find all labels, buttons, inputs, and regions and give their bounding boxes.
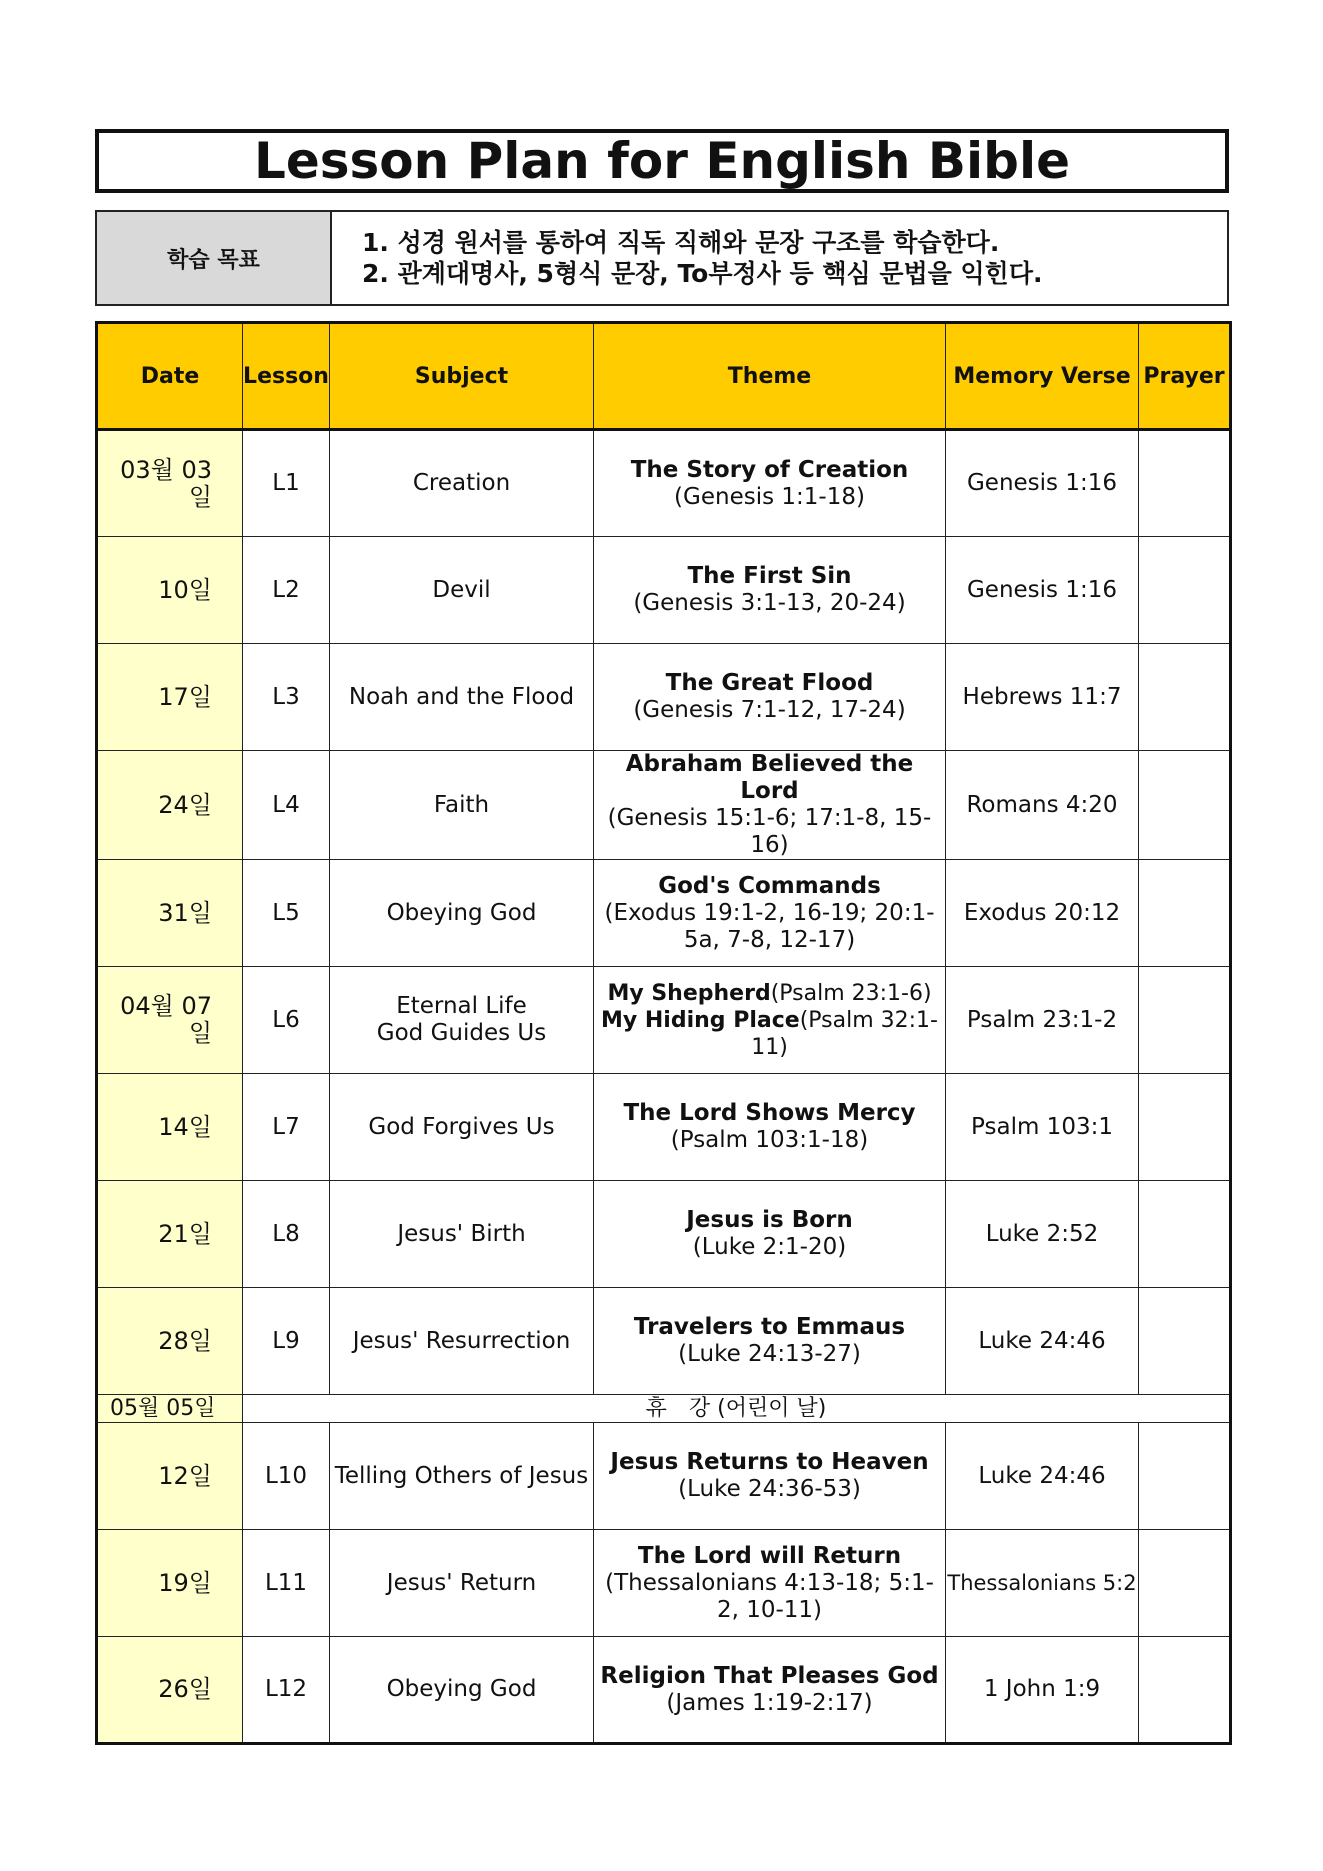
subject-cell: Jesus' Return bbox=[330, 1530, 594, 1637]
header-memory-verse: Memory Verse bbox=[946, 323, 1139, 430]
theme-title: Religion That Pleases God bbox=[600, 1662, 939, 1689]
date-cell: 24일 bbox=[97, 751, 243, 860]
date-cell: 31일 bbox=[97, 860, 243, 967]
table-row bbox=[97, 751, 1231, 860]
theme-cell bbox=[594, 644, 946, 751]
lesson-plan-table bbox=[95, 321, 1232, 1745]
lesson-cell: L4 bbox=[243, 751, 330, 860]
prayer-cell bbox=[1139, 537, 1231, 644]
theme-title: The Story of Creation bbox=[630, 456, 909, 483]
page-title: Lesson Plan for English Bible bbox=[95, 129, 1229, 193]
header-theme: Theme bbox=[594, 323, 946, 430]
theme-cell bbox=[594, 1074, 946, 1181]
theme-reference: (Genesis 1:1-18) bbox=[674, 483, 865, 510]
subject-cell: Obeying God bbox=[330, 860, 594, 967]
theme-line bbox=[594, 1007, 945, 1061]
header-date: Date bbox=[97, 323, 243, 430]
prayer-cell bbox=[1139, 751, 1231, 860]
memory-verse-cell: Exodus 20:12 bbox=[946, 860, 1139, 967]
theme-cell bbox=[594, 1423, 946, 1530]
subject-cell: Noah and the Flood bbox=[330, 644, 594, 751]
table-row bbox=[97, 644, 1231, 751]
memory-verse-cell: Romans 4:20 bbox=[946, 751, 1139, 860]
theme-title: The Lord will Return bbox=[637, 1542, 902, 1569]
subject-cell: Telling Others of Jesus bbox=[330, 1423, 594, 1530]
theme-title: The Lord Shows Mercy bbox=[623, 1100, 916, 1126]
theme-reference: (Luke 2:1-20) bbox=[692, 1234, 847, 1260]
memory-verse-cell: Luke 2:52 bbox=[946, 1181, 1139, 1288]
table-row bbox=[97, 1423, 1231, 1530]
lesson-cell: L5 bbox=[243, 860, 330, 967]
theme-cell bbox=[594, 967, 946, 1074]
theme-title: Jesus Returns to Heaven bbox=[610, 1449, 929, 1475]
memory-verse-cell: Genesis 1:16 bbox=[946, 430, 1139, 537]
header-subject: Subject bbox=[330, 323, 594, 430]
date-cell: 10일 bbox=[97, 537, 243, 644]
table-row bbox=[97, 430, 1231, 537]
lesson-cell: L12 bbox=[243, 1637, 330, 1744]
memory-verse-cell: Genesis 1:16 bbox=[946, 537, 1139, 644]
header-lesson: Lesson bbox=[243, 323, 330, 430]
prayer-cell bbox=[1139, 967, 1231, 1074]
lesson-cell: L11 bbox=[243, 1530, 330, 1637]
date-cell: 28일 bbox=[97, 1288, 243, 1395]
date-cell: 26일 bbox=[97, 1637, 243, 1744]
theme-title: Travelers to Emmaus bbox=[633, 1314, 906, 1340]
subject-cell: Jesus' Resurrection bbox=[330, 1288, 594, 1395]
table-row bbox=[97, 1637, 1231, 1744]
date-cell: 21일 bbox=[97, 1181, 243, 1288]
lesson-cell: L8 bbox=[243, 1181, 330, 1288]
prayer-cell bbox=[1139, 430, 1231, 537]
theme-cell bbox=[594, 1637, 946, 1744]
theme-title: Jesus is Born bbox=[686, 1207, 853, 1233]
memory-verse-cell: Psalm 103:1 bbox=[946, 1074, 1139, 1181]
date-cell: 04월 07일 bbox=[97, 967, 243, 1074]
theme-reference: (Genesis 15:1-6; 17:1-8, 15-16) bbox=[607, 805, 932, 858]
subject-cell: Devil bbox=[330, 537, 594, 644]
theme-cell bbox=[594, 751, 946, 860]
lesson-cell: L6 bbox=[243, 967, 330, 1074]
theme-cell bbox=[594, 430, 946, 537]
subject-cell bbox=[330, 967, 594, 1074]
theme-reference: (Genesis 7:1-12, 17-24) bbox=[633, 697, 906, 723]
date-cell: 14일 bbox=[97, 1074, 243, 1181]
theme-title: My Hiding Place bbox=[601, 1007, 800, 1033]
subject-line: Eternal Life bbox=[396, 993, 527, 1019]
theme-title: The First Sin bbox=[687, 563, 852, 589]
table-row bbox=[97, 860, 1231, 967]
theme-title: Abraham Believed the Lord bbox=[625, 751, 914, 804]
theme-title: God's Commands bbox=[658, 872, 881, 899]
goal-line-1: 1. 성경 원서를 통하여 직독 직해와 문장 구조를 학습한다. bbox=[362, 228, 1000, 257]
lesson-cell: L9 bbox=[243, 1288, 330, 1395]
prayer-cell bbox=[1139, 644, 1231, 751]
theme-reference: (Psalm 103:1-18) bbox=[670, 1127, 869, 1153]
prayer-cell bbox=[1139, 1181, 1231, 1288]
theme-reference: (Genesis 3:1-13, 20-24) bbox=[633, 590, 906, 616]
table-row bbox=[97, 1074, 1231, 1181]
lesson-cell: L7 bbox=[243, 1074, 330, 1181]
theme-cell bbox=[594, 1530, 946, 1637]
goal-line-2: 2. 관계대명사, 5형식 문장, To부정사 등 핵심 문법을 익힌다. bbox=[362, 259, 1043, 288]
subject-line: God Guides Us bbox=[376, 1020, 547, 1046]
table-row bbox=[97, 967, 1231, 1074]
theme-cell bbox=[594, 860, 946, 967]
subject-cell: Obeying God bbox=[330, 1637, 594, 1744]
table-row bbox=[97, 1530, 1231, 1637]
theme-reference: (Luke 24:36-53) bbox=[678, 1476, 861, 1502]
date-cell: 12일 bbox=[97, 1423, 243, 1530]
theme-line bbox=[594, 980, 945, 1007]
memory-verse-cell: Thessalonians 5:2 bbox=[946, 1530, 1139, 1637]
table-row bbox=[97, 537, 1231, 644]
subject-cell: Jesus' Birth bbox=[330, 1181, 594, 1288]
lesson-cell: L10 bbox=[243, 1423, 330, 1530]
theme-title: The Great Flood bbox=[665, 670, 874, 696]
lesson-cell: L2 bbox=[243, 537, 330, 644]
theme-cell bbox=[594, 1181, 946, 1288]
prayer-cell bbox=[1139, 1423, 1231, 1530]
header-prayer: Prayer bbox=[1139, 323, 1231, 430]
memory-verse-cell: Psalm 23:1-2 bbox=[946, 967, 1139, 1074]
table-row bbox=[97, 1288, 1231, 1395]
theme-reference: (Thessalonians 4:13-18; 5:1-2, 10-11) bbox=[605, 1569, 934, 1623]
prayer-cell bbox=[1139, 1074, 1231, 1181]
theme-reference: (Psalm 32:1-11) bbox=[751, 1007, 938, 1060]
prayer-cell bbox=[1139, 1637, 1231, 1744]
memory-verse-cell: Hebrews 11:7 bbox=[946, 644, 1139, 751]
holiday-note: 휴 강 (어린이 날) bbox=[243, 1395, 1231, 1423]
theme-reference: (Psalm 23:1-6) bbox=[770, 980, 932, 1006]
table-row bbox=[97, 1181, 1231, 1288]
theme-reference: (Exodus 19:1-2, 16-19; 20:1-5a, 7-8, 12-17) bbox=[604, 899, 935, 953]
date-cell: 17일 bbox=[97, 644, 243, 751]
date-cell: 05월 05일 bbox=[97, 1395, 243, 1423]
goals-label: 학습 목표 bbox=[97, 212, 332, 304]
theme-cell bbox=[594, 1288, 946, 1395]
memory-verse-cell: 1 John 1:9 bbox=[946, 1637, 1139, 1744]
date-cell: 19일 bbox=[97, 1530, 243, 1637]
table-header-row bbox=[97, 323, 1231, 430]
date-cell: 03월 03일 bbox=[97, 430, 243, 537]
memory-verse-cell: Luke 24:46 bbox=[946, 1423, 1139, 1530]
lesson-cell: L1 bbox=[243, 430, 330, 537]
memory-verse-cell: Luke 24:46 bbox=[946, 1288, 1139, 1395]
subject-cell: God Forgives Us bbox=[330, 1074, 594, 1181]
prayer-cell bbox=[1139, 1530, 1231, 1637]
theme-reference: (James 1:19-2:17) bbox=[666, 1689, 873, 1716]
theme-title: My Shepherd bbox=[607, 980, 771, 1006]
goals-list bbox=[332, 212, 1227, 304]
lesson-cell: L3 bbox=[243, 644, 330, 751]
theme-reference: (Luke 24:13-27) bbox=[678, 1341, 861, 1367]
holiday-row bbox=[97, 1395, 1231, 1423]
theme-cell bbox=[594, 537, 946, 644]
learning-goals bbox=[95, 210, 1229, 306]
prayer-cell bbox=[1139, 1288, 1231, 1395]
subject-cell: Creation bbox=[330, 430, 594, 537]
subject-cell: Faith bbox=[330, 751, 594, 860]
prayer-cell bbox=[1139, 860, 1231, 967]
